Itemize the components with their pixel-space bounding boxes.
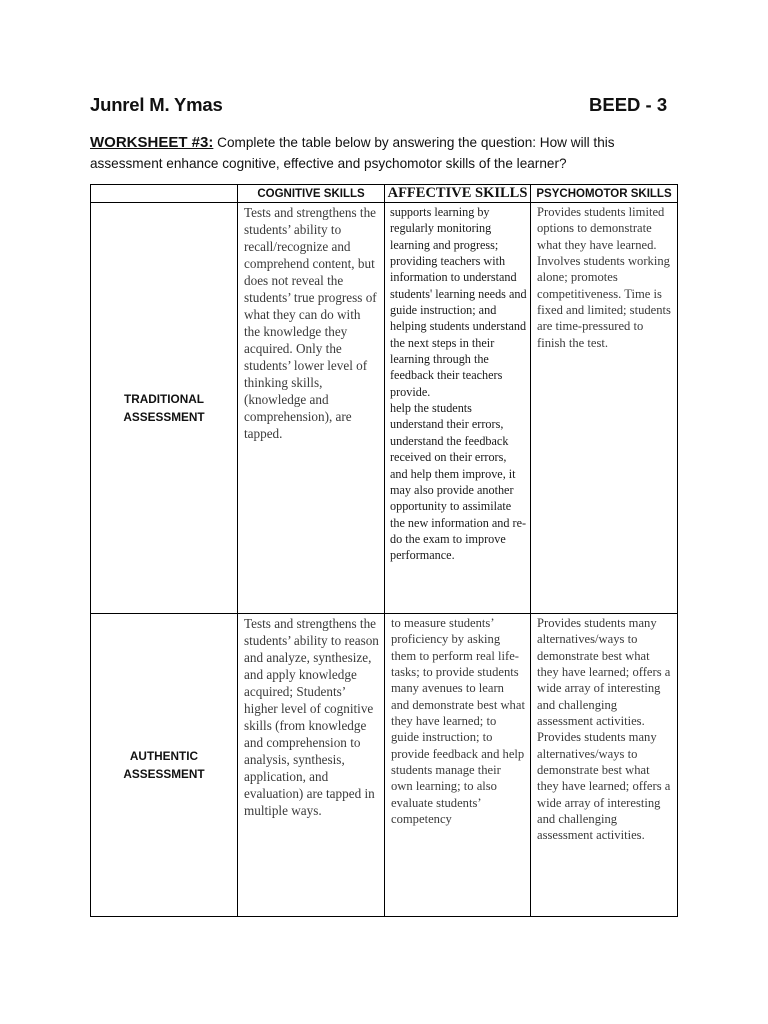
worksheet-label: WORKSHEET #3: (90, 134, 214, 151)
header-corner-cell (90, 184, 238, 203)
header-cognitive-skills: COGNITIVE SKILLS (237, 184, 385, 203)
worksheet-instructions (90, 133, 650, 174)
header-psychomotor-skills: PSYCHOMOTOR SKILLS (530, 184, 678, 203)
header-affective-skills: AFFECTIVE SKILLS (384, 184, 531, 203)
worksheet-question: Complete the table below by answering the question: How will this assessment enhance cognitive, effective and psychomotor skills of the learner? (90, 135, 615, 171)
authentic-psychomotor-cell: Provides students many alternatives/ways to demonstrate best what they have learned; offers a wide array of interesting and challenging assessment activities. Provides students many alternatives/ways to demonstrate best what they have learned; offers a wide array of interesting and challenging assessment activities. (530, 613, 678, 917)
traditional-affective-cell: supports learning by regularly monitoring learning and progress; providing teachers with information to understand students' learning needs and guide instruction; and helping students understand the next steps in their learning through the feedback their teachers provide. help the students understand their errors, understand the feedback received on their errors, and help them improve, it may also provide another opportunity to assimilate the new information and re-do the exam to improve performance. (384, 202, 531, 614)
course-label: BEED - 3 (589, 94, 668, 115)
authentic-cognitive-cell: Tests and strengthens the students’ ability to reason and analyze, synthesize, and apply knowledge acquired; Students’ higher level of cognitive skills (from knowledge and comprehension to analysis, synthesis, application, and evaluation) are tapped in multiple ways. (237, 613, 385, 917)
row-label-traditional: TRADITIONAL ASSESSMENT (90, 202, 238, 614)
row-label-authentic: AUTHENTIC ASSESSMENT (90, 613, 238, 917)
traditional-cognitive-cell: Tests and strengthens the students’ ability to recall/recognize and comprehend content, but does not reveal the students’ true progress of what they can do with the knowledge they acquired. Only the students’ lower level of thinking skills, (knowledge and comprehension), are tapped. (237, 202, 385, 614)
authentic-affective-cell: to measure students’ proficiency by asking them to perform real life-tasks; to provide students many avenues to learn and demonstrate best what they have learned; to guide instruction; to provide feedback and help students manage their own learning; to also evaluate students’ competency (384, 613, 531, 917)
author-name: Junrel M. Ymas (90, 94, 223, 115)
assessment-table (90, 184, 678, 917)
traditional-psychomotor-cell: Provides students limited options to demonstrate what they have learned. Involves students working alone; promotes competitiveness. Time is fixed and limited; students are time-pressured to finish the test. (530, 202, 678, 614)
